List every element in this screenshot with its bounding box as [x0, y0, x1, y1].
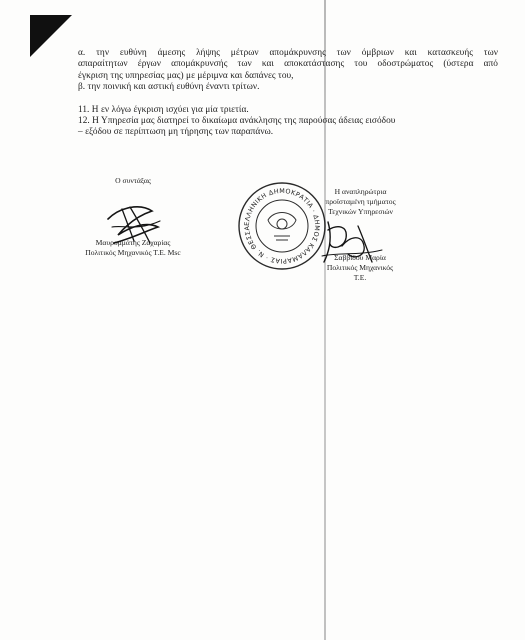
approver-name-block [305, 253, 415, 283]
approver-name: Σαββίδου Μαρία [334, 253, 386, 262]
author-name: Μαυρομμάτης Ζαχαρίας [95, 238, 171, 247]
stamp-emblem [268, 213, 296, 241]
item-12-line-2: – εξόδου σε περίπτωση μη τήρησης των παραπάνω. [78, 127, 274, 138]
author-handwritten-signature [100, 197, 170, 249]
approver-title-line-1: Πολιτικός Μηχανικός [326, 263, 394, 272]
approver-label-line-1: Η αναπληρώτρια [334, 187, 387, 196]
item-12-line-1: 12. Η Υπηρεσία μας διατηρεί το δικαίωμα ανάκλησης της παρούσας άδειας εισόδου [78, 116, 396, 127]
approver-label-line-2: προϊσταμένη τμήματος [325, 197, 396, 206]
document-body [78, 48, 498, 139]
approver-label-line-3: Τεχνικών Υπηρεσιών [328, 207, 393, 216]
corner-staple-mark [30, 15, 72, 57]
stamp-ring-text: ΕΛΛΗΝΙΚΗ ΔΗΜΟΚΡΑΤΙΑ · ΔΗΜΟΣ ΚΑΛΑΜΑΡΙΑΣ · Ν. ΘΕΣΣΑΛΟΝΙΚΗΣ [233, 174, 322, 266]
clause-a-line-1: α. την ευθύνη άμεσης λήψης μέτρων απομάκρυνσης των όμβριων και κατασκευής των [78, 48, 498, 58]
author-label: Ο συντάξας [115, 176, 151, 185]
item-11: 11. Η εν λόγω έγκριση ισχύει για μία τριετία. [78, 104, 249, 115]
author-title: Πολιτικός Μηχανικός Τ.Ε. Msc [85, 248, 181, 257]
signature-block-approver [303, 187, 418, 217]
clause-a-line-2: απαραίτητων έργων απομάκρυνσής των και αποκατάστασης του οδοστρώματος (ύστερα από [78, 59, 498, 70]
clause-a-line-3: έγκριση της υπηρεσίας μας) με μέριμνα και δαπάνες του, [78, 70, 294, 81]
clause-b-line: β. την ποινική και αστική ευθύνη έναντι τρίτων. [78, 82, 260, 93]
approver-title-line-2: Τ.Ε. [353, 273, 367, 282]
